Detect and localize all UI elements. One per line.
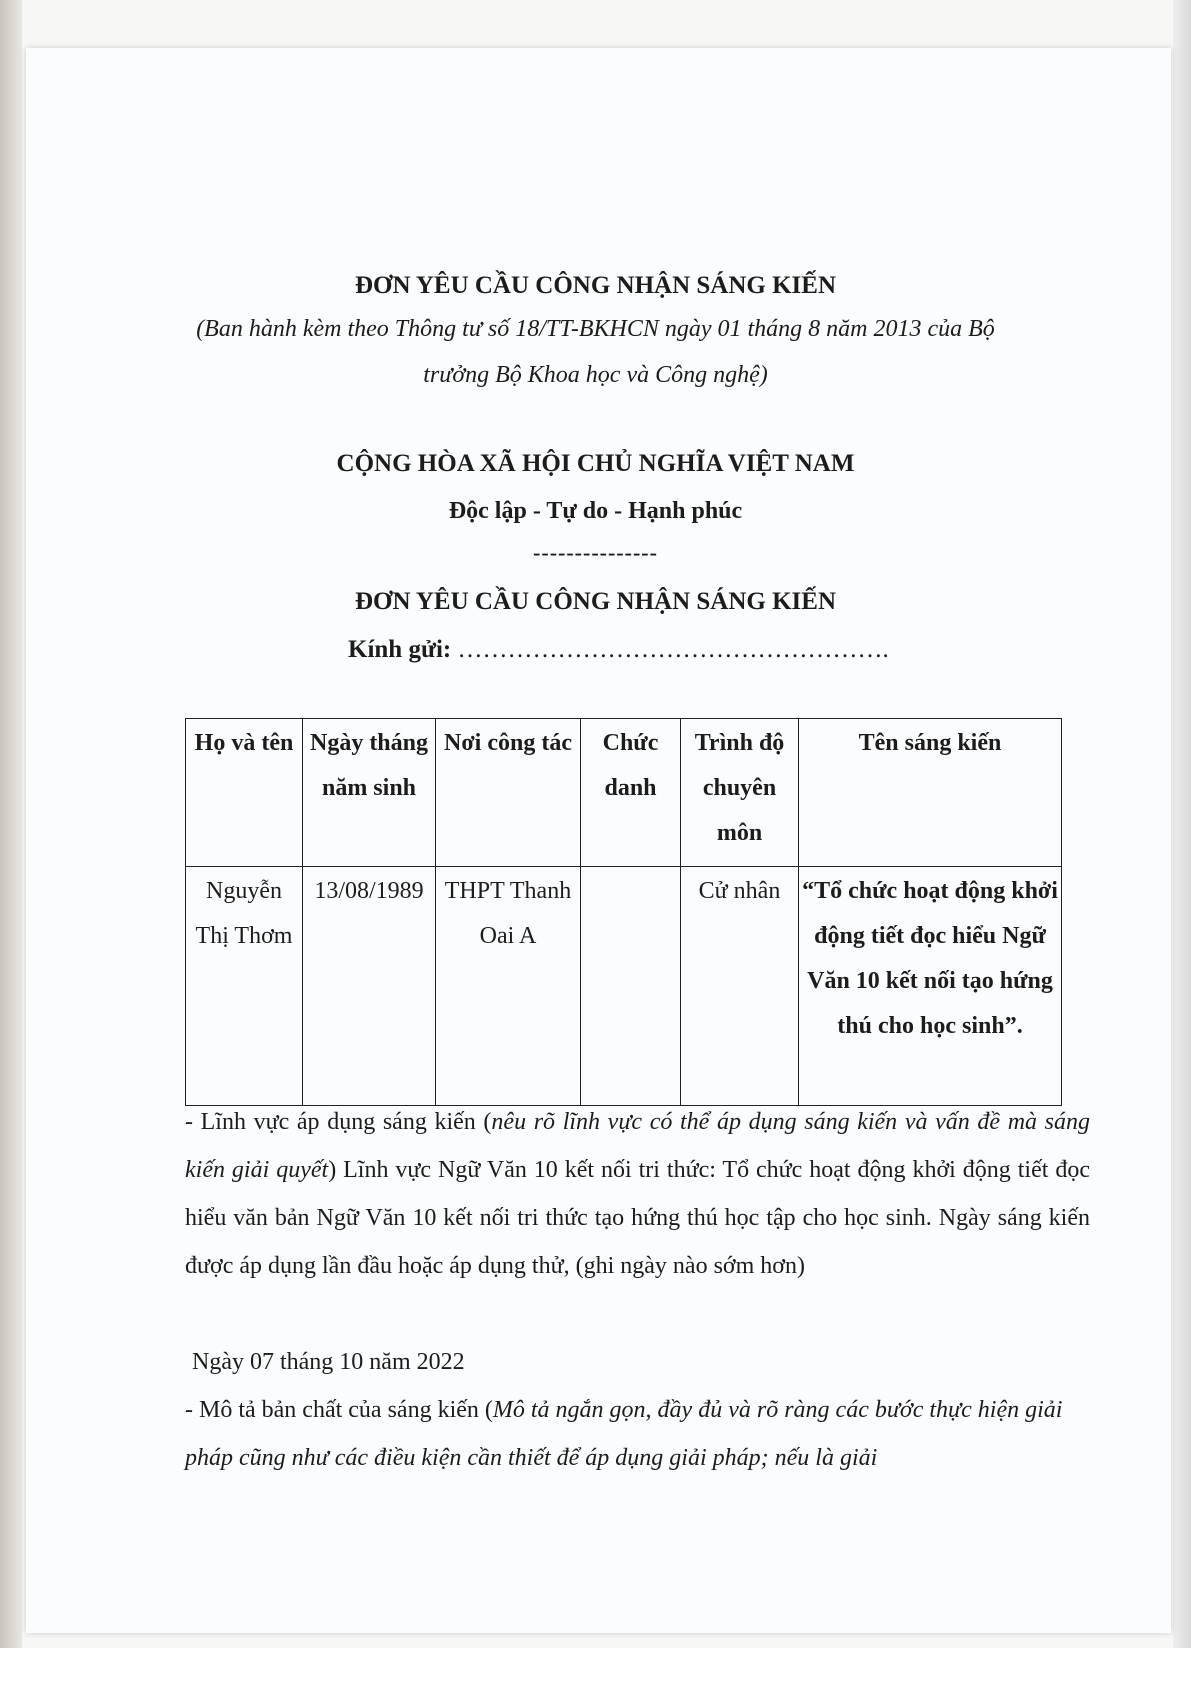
- left-background-edge: [0, 0, 22, 1685]
- cell-position: [581, 867, 681, 1106]
- initiative-description-paragraph: [185, 1386, 1090, 1482]
- national-motto: Độc lập - Tự do - Hạnh phúc: [448, 498, 743, 524]
- header-birth-date: Ngày tháng năm sinh: [303, 719, 436, 867]
- p3-italic-note: Mô tả ngắn gọn, đầy đủ và rõ ràng các bước thực hiện giải pháp cũng như các điều kiện cần thiết để áp dụng giải pháp; nếu là giải: [185, 1397, 1063, 1471]
- p3-lead: - Mô tả bản chất của sáng kiến (: [185, 1397, 493, 1423]
- bottom-margin: [0, 1648, 1191, 1685]
- header-full-name: Họ và tên: [186, 719, 303, 867]
- header-workplace: Nơi công tác: [436, 719, 581, 867]
- document-title-main: ĐƠN YÊU CẦU CÔNG NHẬN SÁNG KIẾN: [354, 588, 837, 615]
- cell-initiative-name: “Tổ chức hoạt động khởi động tiết đọc hiểu Ngữ Văn 10 kết nối tạo hứng thú cho học sinh”.: [799, 867, 1062, 1106]
- p1-rest: ) Lĩnh vực Ngữ Văn 10 kết nối tri thức: Tổ chức hoạt động khởi động tiết đọc hiểu văn bản Ngữ Văn 10 kết nối tri thức tạo hứng thú học tập cho học sinh. Ngày sáng kiến được áp dụng lần đầu hoặc áp dụng thử, (ghi ngày nào sớm hơn): [185, 1157, 1091, 1279]
- cell-full-name: Nguyễn Thị Thơm: [186, 867, 303, 1106]
- table-header-row: [186, 719, 1062, 867]
- author-info-table: [185, 718, 1062, 1106]
- recipient-label: Kính gửi:: [348, 636, 452, 663]
- subtitle-line-1: (Ban hành kèm theo Thông tư số 18/TT-BKHCN ngày 01 tháng 8 năm 2013 của Bộ: [196, 316, 995, 342]
- document-title-top: ĐƠN YÊU CẦU CÔNG NHẬN SÁNG KIẾN: [354, 272, 837, 299]
- p1-lead: - Lĩnh vực áp dụng sáng kiến (: [185, 1109, 492, 1135]
- recipient-line: [348, 636, 889, 664]
- application-date: Ngày 07 tháng 10 năm 2022: [192, 1349, 465, 1375]
- p1-italic-note: nêu rõ lĩnh vực có thể áp dụng sáng kiến và vấn đề mà sáng kiến giải quyết: [185, 1109, 1091, 1183]
- cell-birth-date: 13/08/1989: [303, 867, 436, 1106]
- separator-line: ---------------: [533, 540, 658, 565]
- cell-workplace: THPT Thanh Oai A: [436, 867, 581, 1106]
- right-background-edge: [1173, 0, 1191, 1685]
- header-qualification: Trình độ chuyên môn: [681, 719, 799, 867]
- header-position: Chức danh: [581, 719, 681, 867]
- country-name: CỘNG HÒA XÃ HỘI CHỦ NGHĨA VIỆT NAM: [336, 450, 855, 477]
- header-initiative-name: Tên sáng kiến: [799, 719, 1062, 867]
- subtitle-line-2: trưởng Bộ Khoa học và Công nghệ): [423, 362, 768, 388]
- cell-qualification: Cử nhân: [681, 867, 799, 1106]
- recipient-blank: …………………………………………….: [457, 636, 889, 663]
- field-of-application-paragraph: [185, 1098, 1090, 1290]
- table-row: [186, 867, 1062, 1106]
